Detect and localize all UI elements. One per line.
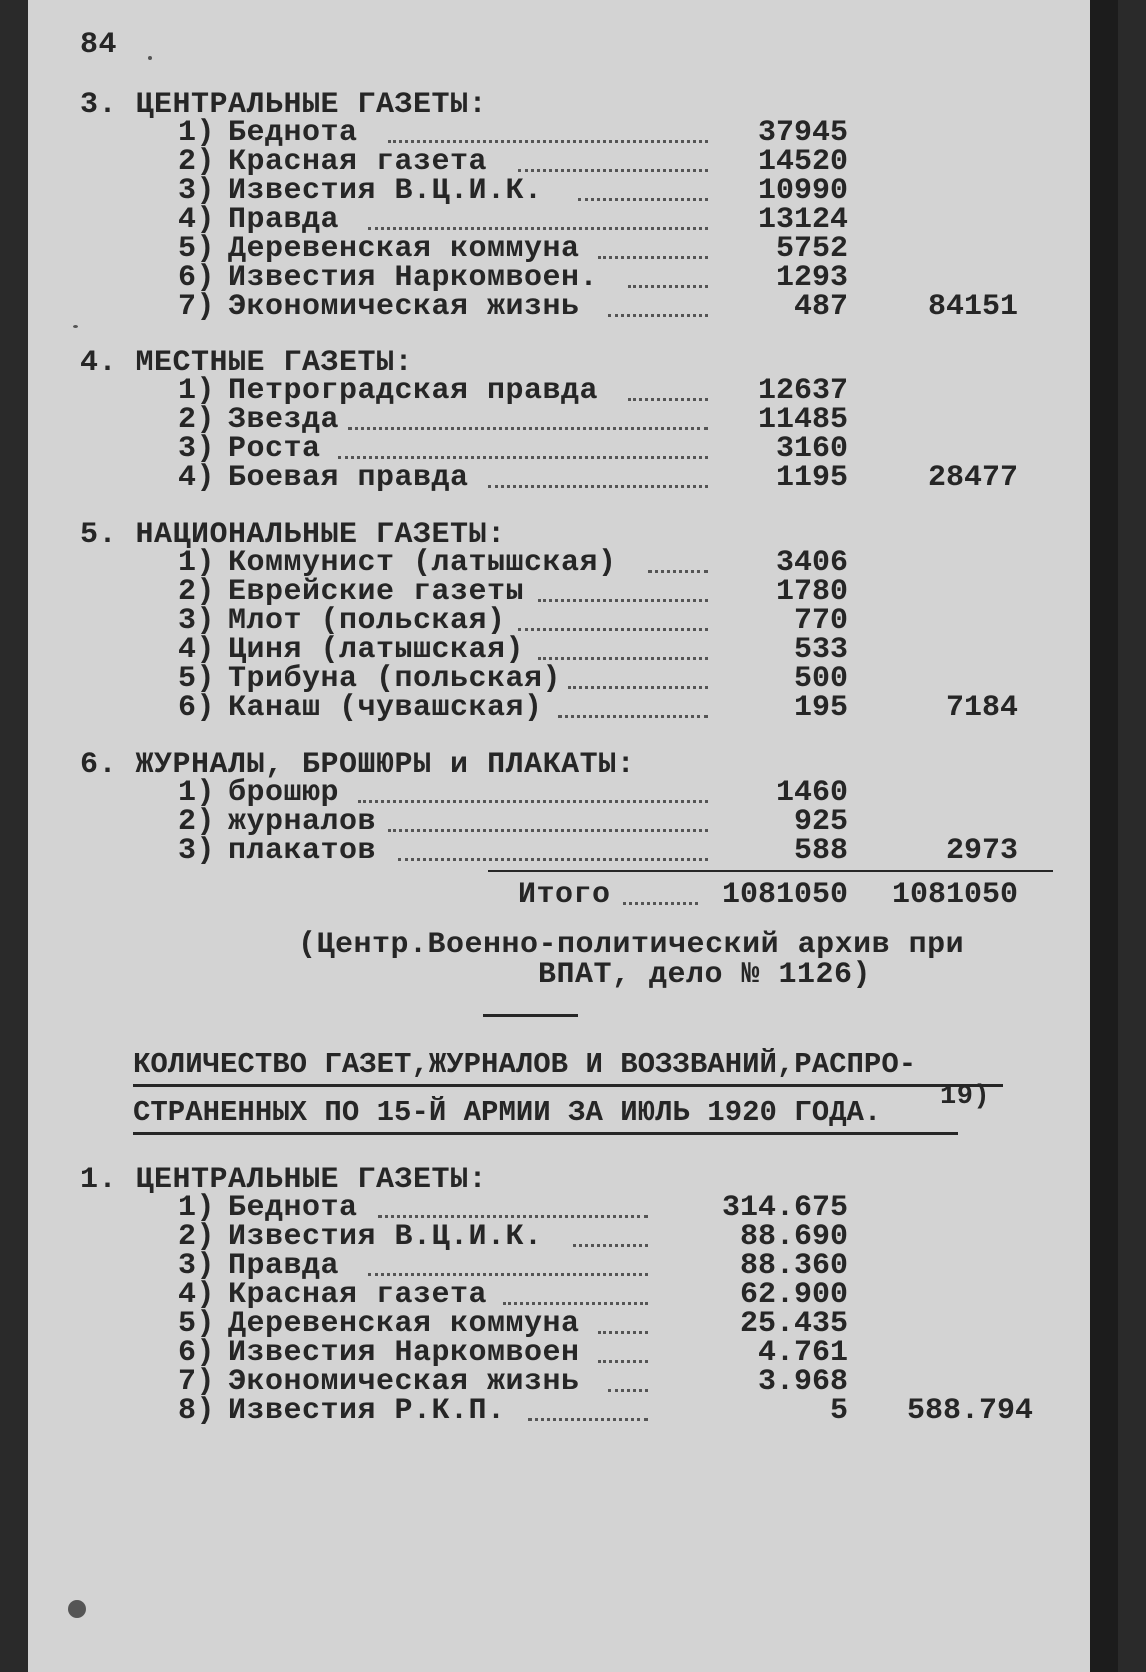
- item-name: Петроградская правда: [228, 374, 599, 408]
- item-number: 4): [178, 1278, 216, 1312]
- section-heading: 5. НАЦИОНАЛЬНЫЕ ГАЗЕТЫ:: [80, 518, 506, 552]
- dot-leader: [558, 715, 708, 718]
- dot-leader: [623, 902, 698, 905]
- section-heading: 3. ЦЕНТРАЛЬНЫЕ ГАЗЕТЫ:: [80, 88, 488, 122]
- dot-leader: [388, 829, 708, 832]
- item-name: Известия Наркомвоен: [228, 1336, 580, 1370]
- table-title: СТРАНЕННЫХ ПО 15-Й АРМИИ ЗА ИЮЛЬ 1920 ГОДА.: [133, 1096, 882, 1129]
- item-name: Известия В.Ц.И.К.: [228, 174, 543, 208]
- item-number: 6): [178, 1336, 216, 1370]
- item-value: 14520: [757, 145, 848, 179]
- item-name: Известия В.Ц.И.К.: [228, 1220, 543, 1254]
- item-value: 487: [793, 290, 848, 324]
- item-number: 2): [178, 575, 216, 609]
- item-value: 62.900: [739, 1278, 848, 1312]
- item-number: 2): [178, 805, 216, 839]
- item-value: 37945: [757, 116, 848, 150]
- total-value-2: 1081050: [891, 878, 1018, 912]
- item-value: 1460: [775, 776, 848, 810]
- dot-leader: [358, 800, 708, 803]
- item-value: 925: [793, 805, 848, 839]
- section-subtotal: 84151: [927, 290, 1018, 324]
- document-page: [28, 0, 1118, 1672]
- item-name: Роста: [228, 432, 321, 466]
- item-number: 7): [178, 1365, 216, 1399]
- item-name: Млот (польская): [228, 604, 506, 638]
- separator-rule: [483, 1014, 578, 1017]
- item-name: Циня (латышская): [228, 633, 525, 667]
- item-value: 3406: [775, 546, 848, 580]
- item-number: 1): [178, 546, 216, 580]
- item-name: Красная газета: [228, 1278, 488, 1312]
- item-number: 1): [178, 116, 216, 150]
- item-value: 1780: [775, 575, 848, 609]
- item-name: Беднота: [228, 116, 358, 150]
- item-number: 2): [178, 145, 216, 179]
- item-number: 4): [178, 461, 216, 495]
- item-number: 3): [178, 604, 216, 638]
- page-number: 84: [80, 28, 118, 62]
- item-value: 1293: [775, 261, 848, 295]
- dot-leader: [608, 1389, 648, 1392]
- item-name: плакатов: [228, 834, 377, 868]
- section-heading: 1. ЦЕНТРАЛЬНЫЕ ГАЗЕТЫ:: [80, 1163, 488, 1197]
- total-label: Итого: [518, 878, 611, 912]
- dot-leader: [578, 198, 708, 201]
- dot-leader: [398, 858, 708, 861]
- item-value: 533: [793, 633, 848, 667]
- scan-edge: [1090, 0, 1118, 1672]
- item-value: 770: [793, 604, 848, 638]
- section-subtotal: 7184: [945, 691, 1018, 725]
- item-number: 5): [178, 1307, 216, 1341]
- item-name: Известия Р.К.П.: [228, 1394, 506, 1428]
- item-number: 1): [178, 1191, 216, 1225]
- item-value: 5: [829, 1394, 848, 1428]
- item-value: 4.761: [757, 1336, 848, 1370]
- section-heading: 6. ЖУРНАЛЫ, БРОШЮРЫ и ПЛАКАТЫ:: [80, 748, 636, 782]
- item-name: Трибуна (польская): [228, 662, 562, 696]
- item-name: Известия Наркомвоен.: [228, 261, 599, 295]
- item-value: 11485: [757, 403, 848, 437]
- item-number: 3): [178, 432, 216, 466]
- item-number: 1): [178, 374, 216, 408]
- item-value: 314.675: [721, 1191, 848, 1225]
- item-name: Экономическая жизнь: [228, 1365, 580, 1399]
- dot-leader: [598, 1331, 648, 1334]
- dot-leader: [608, 314, 708, 317]
- paper-speck: [148, 56, 152, 60]
- item-name: Деревенская коммуна: [228, 232, 580, 266]
- dot-leader: [598, 256, 708, 259]
- item-value: 88.690: [739, 1220, 848, 1254]
- dot-leader: [338, 456, 708, 459]
- item-number: 2): [178, 1220, 216, 1254]
- dot-leader: [503, 1302, 648, 1305]
- dot-leader: [568, 686, 708, 689]
- dot-leader: [518, 169, 708, 172]
- footnote-marker: 19): [940, 1082, 991, 1112]
- item-value: 500: [793, 662, 848, 696]
- item-number: 8): [178, 1394, 216, 1428]
- item-value: 25.435: [739, 1307, 848, 1341]
- item-number: 3): [178, 174, 216, 208]
- item-number: 7): [178, 290, 216, 324]
- source-note: (Центр.Военно-политический архив при: [298, 928, 965, 962]
- dot-leader: [388, 140, 708, 143]
- dot-leader: [518, 628, 708, 631]
- dot-leader: [648, 570, 708, 573]
- item-name: Красная газета: [228, 145, 488, 179]
- dot-leader: [573, 1244, 648, 1247]
- item-number: 6): [178, 691, 216, 725]
- dot-leader: [368, 227, 708, 230]
- section-subtotal: 2973: [945, 834, 1018, 868]
- dot-leader: [368, 1273, 648, 1276]
- dot-leader: [538, 657, 708, 660]
- item-value: 13124: [757, 203, 848, 237]
- item-value: 195: [793, 691, 848, 725]
- paper-stain: [68, 1600, 86, 1618]
- dot-leader: [628, 398, 708, 401]
- dot-leader: [378, 1215, 648, 1218]
- item-number: 3): [178, 1249, 216, 1283]
- item-value: 5752: [775, 232, 848, 266]
- dot-leader: [598, 1360, 648, 1363]
- item-name: Беднота: [228, 1191, 358, 1225]
- title-underline: [133, 1132, 958, 1135]
- item-number: 5): [178, 662, 216, 696]
- dot-leader: [538, 599, 708, 602]
- item-name: Канаш (чувашская): [228, 691, 543, 725]
- section-subtotal: 28477: [927, 461, 1018, 495]
- item-name: Экономическая жизнь: [228, 290, 580, 324]
- item-name: Правда: [228, 1249, 340, 1283]
- section-subtotal: 588.794: [906, 1394, 1033, 1428]
- item-value: 10990: [757, 174, 848, 208]
- dot-leader: [628, 285, 708, 288]
- item-value: 3.968: [757, 1365, 848, 1399]
- source-note: ВПАТ, дело № 1126): [538, 958, 872, 992]
- title-underline: [133, 1084, 1003, 1087]
- item-number: 1): [178, 776, 216, 810]
- dot-leader: [488, 485, 708, 488]
- item-number: 6): [178, 261, 216, 295]
- item-value: 88.360: [739, 1249, 848, 1283]
- item-number: 3): [178, 834, 216, 868]
- item-name: журналов: [228, 805, 377, 839]
- item-name: Деревенская коммуна: [228, 1307, 580, 1341]
- dot-leader: [348, 427, 708, 430]
- item-value: 588: [793, 834, 848, 868]
- table-title: КОЛИЧЕСТВО ГАЗЕТ,ЖУРНАЛОВ И ВОЗЗВАНИЙ,РАСПРО-: [133, 1048, 917, 1081]
- item-name: Правда: [228, 203, 340, 237]
- item-number: 2): [178, 403, 216, 437]
- dot-leader: [528, 1418, 648, 1421]
- item-name: Звезда: [228, 403, 340, 437]
- total-rule: [488, 870, 1053, 872]
- item-number: 5): [178, 232, 216, 266]
- paper-speck: [73, 325, 78, 328]
- item-number: 4): [178, 203, 216, 237]
- item-name: Еврейские газеты: [228, 575, 525, 609]
- total-value: 1081050: [721, 878, 848, 912]
- item-number: 4): [178, 633, 216, 667]
- section-heading: 4. МЕСТНЫЕ ГАЗЕТЫ:: [80, 346, 414, 380]
- item-value: 3160: [775, 432, 848, 466]
- item-name: Боевая правда: [228, 461, 469, 495]
- item-value: 12637: [757, 374, 848, 408]
- item-value: 1195: [775, 461, 848, 495]
- item-name: брошюр: [228, 776, 340, 810]
- item-name: Коммунист (латышская): [228, 546, 617, 580]
